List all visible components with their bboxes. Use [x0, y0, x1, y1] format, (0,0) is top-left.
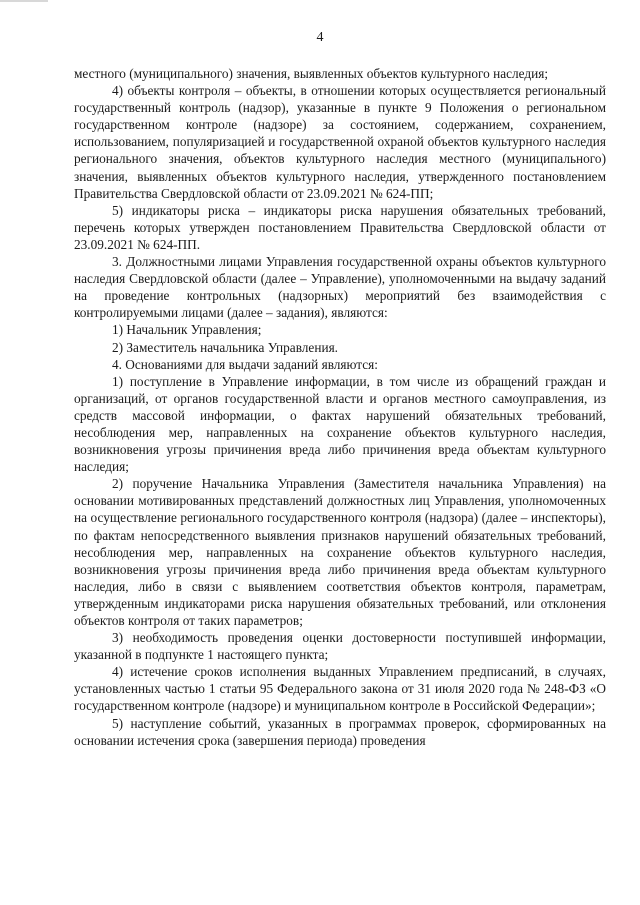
paragraph-item-4-objects: 4) объекты контроля – объекты, в отношении которых осуществляется региональный государственный контроль (надзор), указанные в пункте 9 Положения о региональном государственном контроле (надзоре) за состоянием, содержанием, сохранением, использованием, популяризацией и государственной охраной объектов культурного наследия регионального значения, объектов культурного наследия местного (муниципального) значения, выявленных объектов культурного наследия, утвержденного постановлением Правительства Свердловской области от 23.09.2021 № 624-ПП; — [74, 83, 606, 201]
paragraph-ground-5: 5) наступление событий, указанных в программах проверок, сформированных на основании истечения срока (завершения периода) проведения — [74, 715, 606, 748]
paragraph-ground-3: 3) необходимость проведения оценки достоверности поступившей информации, указанной в подпункте 1 настоящего пункта; — [74, 630, 606, 663]
paragraph-section-3: 3. Должностными лицами Управления государственной охраны объектов культурного наследия Свердловской области (далее – Управление), уполномоченными на выдачу заданий на проведение контрольных (надзорных) мероприятий без взаимодействия с контролируемыми лицами (далее – задания), являются: — [74, 254, 606, 321]
paragraph-ground-4: 4) истечение сроков исполнения выданных Управлением предписаний, в случаях, установленных частью 1 статьи 95 Федерального закона от 31 июля 2020 года № 248-ФЗ «О государственном контроле (надзоре) и муниципальном контроле в Российской Федерации»; — [74, 664, 606, 714]
paragraph-ground-2: 2) поручение Начальника Управления (Заместителя начальника Управления) на основании мотивированных представлений должностных лиц Управления, уполномоченных на осуществление регионального государственного контроля (надзора) (далее – инспекторы), по фактам непосредственного выявления признаков нарушений обязательных требований, несоблюдения мер, направленных на сохранение объектов культурного наследия, возникновения угрозы причинения вреда либо причинения вреда объектам культурного наследия, либо в связи с выявлением соответствия объектов контроля, параметрам, утвержденным индикаторами риска нарушения обязательных требований, или отклонения объектов контроля от таких параметров; — [74, 476, 606, 628]
paragraph-continuation: местного (муниципального) значения, выявленных объектов культурного наследия; — [74, 66, 549, 81]
page-number: 4 — [316, 30, 324, 45]
paragraph-item-5-indicators: 5) индикаторы риска – индикаторы риска нарушения обязательных требований, перечень которых утвержден постановлением Правительства Свердловской области от 23.09.2021 № 624-ПП. — [74, 202, 606, 252]
paragraph-section-4: 4. Основаниями для выдачи заданий являются: — [112, 356, 378, 372]
paragraph-ground-1: 1) поступление в Управление информации, в том числе из обращений граждан и организаций, от органов государственной власти и органов местного самоуправления, из средств массовой информации, о фактах нарушений обязательных требований, несоблюдения мер, направленных на сохранение объектов культурного наследия, возникновения угрозы причинения вреда либо причинения вреда объектам культурного наследия; — [74, 373, 606, 475]
scan-edge-mark — [0, 0, 48, 2]
paragraph-item-1-head: 1) Начальник Управления; — [112, 322, 262, 338]
document-body — [74, 65, 606, 749]
paragraph-item-2-deputy: 2) Заместитель начальника Управления. — [112, 339, 339, 355]
